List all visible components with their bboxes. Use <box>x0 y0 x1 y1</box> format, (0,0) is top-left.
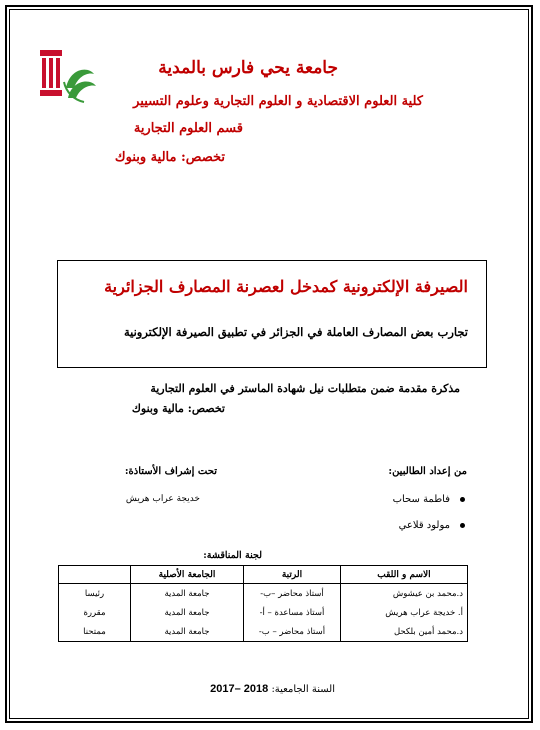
table-row <box>59 603 468 622</box>
supervisor-name: خديجة عراب هريش <box>125 494 200 504</box>
table-row <box>59 622 468 642</box>
students-label: من إعداد الطالبين: <box>388 466 467 477</box>
committee-table <box>58 565 468 642</box>
thesis-title: الصيرفة الإلكترونية كمدخل لعصرنة المصارف الجزائرية <box>104 277 468 296</box>
bullet-icon <box>460 497 465 502</box>
header-university: الجامعة الأصلية <box>131 566 244 584</box>
member-university: جامعة المدية <box>131 622 244 642</box>
specialty-header: تخصص: مالية وبنوك <box>114 150 225 165</box>
committee-label: لجنة المناقشة: <box>203 550 262 561</box>
member-name: أ. خديجة عراب هريش <box>341 603 468 622</box>
student-item <box>399 520 465 531</box>
student-name: فاطمة سحاب <box>392 494 450 505</box>
bullet-icon <box>460 523 465 528</box>
specialty-line: تخصص: مالية وبنوك <box>131 402 225 415</box>
header-name: الاسم و اللقب <box>341 566 468 584</box>
member-rank: أستاذ مساعدة – أ- <box>244 603 341 622</box>
student-item <box>393 494 465 505</box>
header-role <box>59 566 131 584</box>
member-university: جامعة المدية <box>131 584 244 604</box>
academic-year <box>210 683 335 695</box>
member-role: مقررة <box>59 603 131 622</box>
academic-year-value: 2017– 2018 <box>210 683 269 695</box>
student-name: مولود قلاعي <box>398 520 450 531</box>
header-rank: الرتبة <box>244 566 341 584</box>
member-name: د.محمد أمين بلكحل <box>341 622 468 642</box>
member-rank: أستاذ محاضر – ب- <box>244 622 341 642</box>
academic-year-label: السنة الجامعية: <box>271 684 335 695</box>
table-header-row <box>59 566 468 584</box>
department-name: قسم العلوم التجارية <box>133 121 243 136</box>
member-role: ممتحنا <box>59 622 131 642</box>
table-row <box>59 584 468 604</box>
university-logo-icon <box>38 48 98 108</box>
member-rank: أستاذ محاضر –ب- <box>244 584 341 604</box>
university-name: جامعة يحي فارس بالمدية <box>158 58 338 78</box>
member-name: د.محمد بن عيشوش <box>341 584 468 604</box>
supervisor-label: تحت إشراف الأستاذة: <box>124 466 217 477</box>
member-role: رئيسا <box>59 584 131 604</box>
faculty-name: كلية العلوم الاقتصادية و العلوم التجارية وعلوم التسيير <box>133 94 423 109</box>
memo-note: مذكرة مقدمة ضمن متطلبات نيل شهادة الماستر في العلوم التجارية <box>150 382 460 395</box>
thesis-title-box <box>57 260 487 368</box>
member-university: جامعة المدية <box>131 603 244 622</box>
thesis-subtitle: تجارب بعض المصارف العاملة في الجزائر في تطبيق الصيرفة الإلكترونية <box>123 325 468 339</box>
